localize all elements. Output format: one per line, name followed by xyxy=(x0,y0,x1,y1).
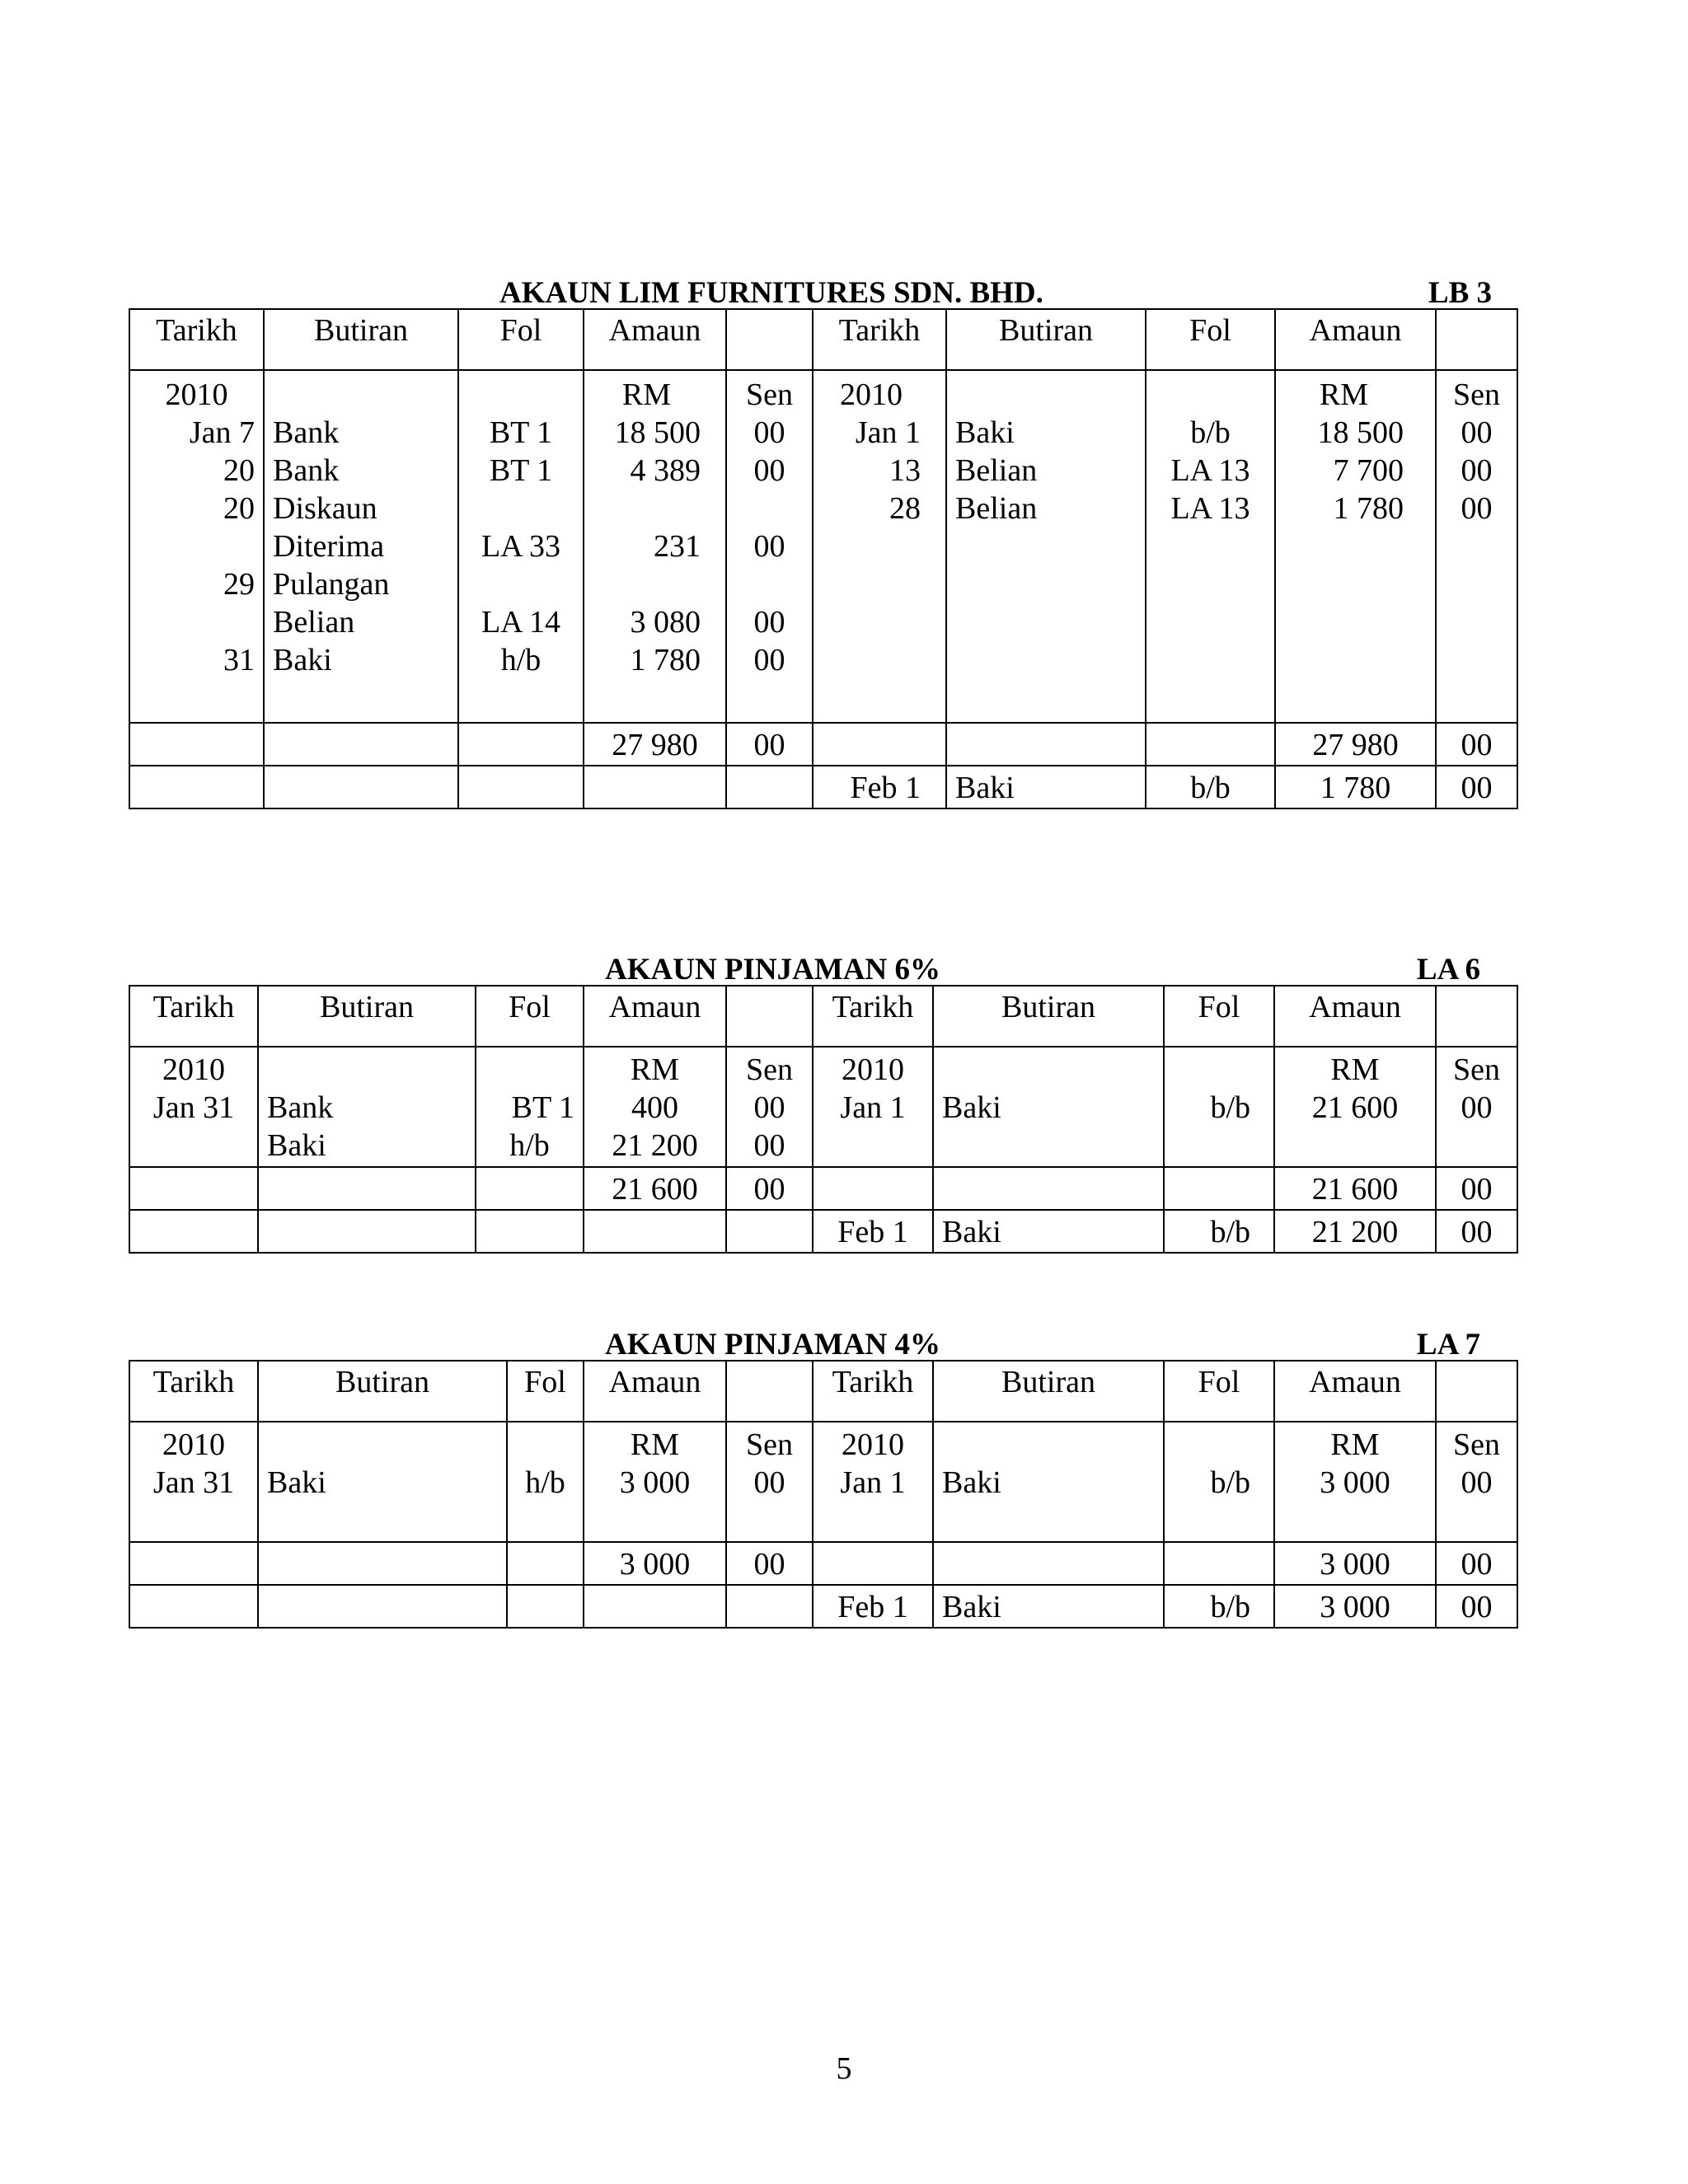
credit-sen-cell xyxy=(1436,1047,1517,1167)
entry-line xyxy=(267,1426,498,1464)
header-amaun: Amaun xyxy=(584,986,726,1047)
entry-line xyxy=(516,1426,574,1464)
credit-butiran-cell xyxy=(946,370,1146,723)
bd-tarikh: Feb 1 xyxy=(813,1585,933,1628)
entry-line xyxy=(593,565,701,603)
header-butiran: Butiran xyxy=(264,309,458,370)
credit-total-sen: 00 xyxy=(1436,1542,1517,1585)
entry-line: RM xyxy=(1319,377,1369,412)
entry-line: RM xyxy=(630,1052,680,1087)
entry-line xyxy=(467,565,574,603)
entry-line: h/b xyxy=(509,1128,550,1163)
entry-line: Sen xyxy=(1453,377,1500,412)
debit-rm-cell xyxy=(584,370,726,723)
entry-line: 231 xyxy=(654,529,701,564)
bd-butiran: Baki xyxy=(933,1210,1164,1253)
entry-line xyxy=(485,1051,574,1089)
header-amaun: Amaun xyxy=(584,309,726,370)
debit-total-rm: 21 600 xyxy=(584,1167,726,1210)
bd-tarikh: Feb 1 xyxy=(813,766,946,808)
entry-line: 00 xyxy=(753,453,785,488)
entry-line: 00 xyxy=(753,1128,785,1163)
entry-line: 00 xyxy=(753,415,785,450)
entry-line: 1 780 xyxy=(630,643,701,677)
entry-line: Sen xyxy=(1453,1052,1500,1087)
header-amaun: Amaun xyxy=(1274,986,1436,1047)
bd-sen: 00 xyxy=(1436,1210,1517,1253)
bd-fol: b/b xyxy=(1164,1210,1274,1253)
ledger-pinjaman-4 xyxy=(129,1327,1517,1629)
credit-total-sen: 00 xyxy=(1436,1167,1517,1210)
total-row xyxy=(129,1542,1517,1585)
entry-line: Sen xyxy=(746,1427,793,1462)
entry-line: Baki xyxy=(942,1090,1001,1125)
ledger-folio: LA 6 xyxy=(1416,953,1480,987)
bd-rm: 21 200 xyxy=(1274,1210,1436,1253)
entry-line: 13 xyxy=(889,453,921,488)
ledger-table xyxy=(129,1360,1518,1629)
debit-total-sen: 00 xyxy=(726,1542,813,1585)
bd-butiran: Baki xyxy=(933,1585,1164,1628)
ledger-table xyxy=(129,985,1518,1254)
entries-row xyxy=(129,370,1517,723)
entry-line: Baki xyxy=(273,643,332,677)
header-fol: Fol xyxy=(476,986,584,1047)
ledger-title-line xyxy=(129,1327,1517,1360)
bd-rm: 3 000 xyxy=(1274,1585,1436,1628)
page-number: 5 xyxy=(836,2051,852,2086)
debit-fol-cell xyxy=(458,370,584,723)
entries-row xyxy=(129,1422,1517,1542)
entry-line: 2010 xyxy=(842,1427,904,1462)
balance-brought-down-row xyxy=(129,1210,1517,1253)
entry-line: Bank xyxy=(273,453,340,488)
debit-sen-cell xyxy=(726,370,813,723)
entry-line: Sen xyxy=(1453,1427,1500,1462)
credit-fol-cell xyxy=(1164,1422,1274,1542)
entry-line: 00 xyxy=(753,605,785,640)
ledger-table xyxy=(129,308,1518,809)
header-butiran: Butiran xyxy=(258,986,476,1047)
entry-line: Jan 31 xyxy=(152,1090,235,1125)
entry-line: Jan 31 xyxy=(152,1465,235,1500)
header-tarikh: Tarikh xyxy=(129,309,264,370)
entry-line: RM xyxy=(630,1427,680,1462)
debit-butiran-cell xyxy=(258,1047,476,1167)
entry-line: b/b xyxy=(1190,415,1231,450)
entry-line xyxy=(942,1051,1155,1089)
debit-butiran-cell xyxy=(264,370,458,723)
debit-fol-cell xyxy=(507,1422,584,1542)
credit-tarikh-cell xyxy=(813,1422,933,1542)
entry-line xyxy=(273,376,449,414)
entry-line xyxy=(467,376,574,414)
total-row xyxy=(129,723,1517,766)
entry-line: Sen xyxy=(746,1052,793,1087)
credit-tarikh-cell xyxy=(813,1047,933,1167)
entry-line xyxy=(955,376,1137,414)
credit-total-rm: 3 000 xyxy=(1274,1542,1436,1585)
entry-line: 00 xyxy=(1461,1090,1493,1125)
entry-line: Sen xyxy=(746,377,793,412)
entry-line: b/b xyxy=(1210,1465,1250,1500)
entry-line: Baki xyxy=(942,1465,1001,1500)
entry-line xyxy=(593,490,701,527)
entry-line: 2010 xyxy=(840,377,903,412)
header-sen xyxy=(726,309,813,370)
entry-line: 1 780 xyxy=(1333,491,1404,526)
balance-brought-down-row xyxy=(129,766,1517,808)
header-amaun: Amaun xyxy=(1275,309,1436,370)
header-row xyxy=(129,986,1517,1047)
debit-rm-cell xyxy=(584,1047,726,1167)
entry-line: 2010 xyxy=(165,377,228,412)
header-sen xyxy=(1436,1361,1517,1422)
ledger-folio: LA 7 xyxy=(1416,1328,1480,1361)
debit-sen-cell xyxy=(726,1047,813,1167)
entry-line: 18 500 xyxy=(1317,415,1404,450)
entry-line: 3 000 xyxy=(1320,1465,1390,1500)
entry-line: 21 200 xyxy=(612,1128,698,1163)
entry-line xyxy=(942,1426,1155,1464)
entry-line: BT 1 xyxy=(489,453,553,488)
entry-line xyxy=(735,490,804,527)
header-amaun: Amaun xyxy=(1274,1361,1436,1422)
header-row xyxy=(129,1361,1517,1422)
ledger-title-line xyxy=(129,275,1517,308)
entry-line: BT 1 xyxy=(489,415,553,450)
entry-line: 400 xyxy=(631,1090,678,1125)
entry-line: Bank xyxy=(267,1090,334,1125)
credit-fol-cell xyxy=(1164,1047,1274,1167)
ledger-title: AKAUN LIM FURNITURES SDN. BHD. xyxy=(499,276,1043,310)
header-fol: Fol xyxy=(1146,309,1275,370)
entry-line: 00 xyxy=(1461,415,1493,450)
entry-line xyxy=(1155,376,1266,414)
entry-line: Belian xyxy=(273,605,355,640)
entry-line: Baki xyxy=(267,1128,326,1163)
entries-row xyxy=(129,1047,1517,1167)
header-tarikh: Tarikh xyxy=(813,309,946,370)
entry-line: 00 xyxy=(753,1465,785,1500)
entry-line: 2010 xyxy=(162,1052,225,1087)
ledger-lim-furnitures xyxy=(129,275,1517,809)
entry-line: 31 xyxy=(223,643,255,677)
debit-tarikh-cell xyxy=(129,1047,258,1167)
debit-butiran-cell xyxy=(258,1422,507,1542)
ledger-title: AKAUN PINJAMAN 4% xyxy=(605,1328,940,1361)
debit-total-rm: 27 980 xyxy=(584,723,726,766)
entry-line: RM xyxy=(621,377,672,412)
credit-butiran-cell xyxy=(933,1422,1164,1542)
entry-line: 00 xyxy=(1461,491,1493,526)
ledger-title: AKAUN PINJAMAN 6% xyxy=(605,953,940,987)
ledger-title-line xyxy=(129,952,1517,985)
debit-fol-cell xyxy=(476,1047,584,1167)
entry-line: 2010 xyxy=(162,1427,225,1462)
entry-line: LA 33 xyxy=(481,529,561,564)
entry-line xyxy=(138,1127,249,1165)
entry-line: RM xyxy=(1330,1427,1380,1462)
entry-line: Jan 1 xyxy=(855,415,921,450)
debit-total-rm: 3 000 xyxy=(584,1542,726,1585)
entry-line xyxy=(138,527,255,565)
bd-rm: 1 780 xyxy=(1275,766,1436,808)
credit-rm-cell xyxy=(1275,370,1436,723)
header-amaun: Amaun xyxy=(584,1361,726,1422)
entry-line: Baki xyxy=(267,1465,326,1500)
entry-line: 20 xyxy=(223,453,255,488)
header-butiran: Butiran xyxy=(933,1361,1164,1422)
header-tarikh: Tarikh xyxy=(813,986,933,1047)
balance-brought-down-row xyxy=(129,1585,1517,1628)
entry-line: LA 13 xyxy=(1170,453,1250,488)
bd-butiran: Baki xyxy=(946,766,1146,808)
bd-sen: 00 xyxy=(1436,1585,1517,1628)
header-butiran: Butiran xyxy=(933,986,1164,1047)
entry-line xyxy=(138,603,255,641)
entry-line: 18 500 xyxy=(614,415,701,450)
debit-rm-cell xyxy=(584,1422,726,1542)
entry-line: Bank xyxy=(273,415,340,450)
debit-tarikh-cell xyxy=(129,1422,258,1542)
header-sen xyxy=(1436,986,1517,1047)
entry-line: BT 1 xyxy=(511,1090,574,1125)
entry-line: Diskaun xyxy=(273,491,377,526)
bd-fol: b/b xyxy=(1164,1585,1274,1628)
debit-total-sen: 00 xyxy=(726,723,813,766)
entry-line: 29 xyxy=(223,567,255,602)
ledger-pinjaman-6 xyxy=(129,952,1517,1254)
header-tarikh: Tarikh xyxy=(813,1361,933,1422)
entry-line: LA 13 xyxy=(1170,491,1250,526)
credit-sen-cell xyxy=(1436,1422,1517,1542)
entry-line: Jan 1 xyxy=(840,1090,906,1125)
entry-line: h/b xyxy=(500,643,542,677)
entry-line: Jan 7 xyxy=(189,415,255,450)
entry-line: 00 xyxy=(753,529,785,564)
entry-line: Baki xyxy=(955,415,1015,450)
header-fol: Fol xyxy=(1164,986,1274,1047)
entry-line: 28 xyxy=(889,491,921,526)
credit-total-rm: 21 600 xyxy=(1274,1167,1436,1210)
entry-line: 20 xyxy=(223,491,255,526)
header-fol: Fol xyxy=(507,1361,584,1422)
entry-line: 3 080 xyxy=(630,605,701,640)
entry-line: Jan 1 xyxy=(840,1465,906,1500)
entry-line: Belian xyxy=(955,453,1038,488)
entry-line xyxy=(1173,1426,1250,1464)
credit-rm-cell xyxy=(1274,1422,1436,1542)
header-fol: Fol xyxy=(458,309,584,370)
credit-tarikh-cell xyxy=(813,370,946,723)
entry-line xyxy=(467,490,574,527)
credit-butiran-cell xyxy=(933,1047,1164,1167)
entry-line: Diterima xyxy=(273,529,385,564)
ledger-folio: LB 3 xyxy=(1428,276,1492,310)
entry-line: Pulangan xyxy=(273,567,390,602)
entry-line: b/b xyxy=(1210,1090,1250,1125)
debit-tarikh-cell xyxy=(129,370,264,723)
header-butiran: Butiran xyxy=(258,1361,507,1422)
entry-line: Belian xyxy=(955,491,1038,526)
header-tarikh: Tarikh xyxy=(129,1361,258,1422)
debit-sen-cell xyxy=(726,1422,813,1542)
entry-line xyxy=(1173,1051,1250,1089)
entry-line: 00 xyxy=(1461,1465,1493,1500)
header-sen xyxy=(1436,309,1517,370)
entry-line: 21 600 xyxy=(1311,1090,1399,1125)
entry-line: 7 700 xyxy=(1333,453,1404,488)
entry-line: 2010 xyxy=(842,1052,904,1087)
entry-line xyxy=(735,565,804,603)
entry-line: LA 14 xyxy=(481,605,561,640)
header-butiran: Butiran xyxy=(946,309,1146,370)
entry-line: RM xyxy=(1330,1052,1380,1087)
credit-total-sen: 00 xyxy=(1436,723,1517,766)
bd-fol: b/b xyxy=(1146,766,1275,808)
entry-line: 00 xyxy=(753,643,785,677)
entry-line: 3 000 xyxy=(619,1465,691,1500)
entry-line xyxy=(267,1051,467,1089)
header-fol: Fol xyxy=(1164,1361,1274,1422)
total-row xyxy=(129,1167,1517,1210)
entry-line: 00 xyxy=(1461,453,1493,488)
header-sen xyxy=(726,986,813,1047)
bd-tarikh: Feb 1 xyxy=(813,1210,933,1253)
entry-line: h/b xyxy=(525,1465,565,1500)
entry-line: 4 389 xyxy=(630,453,701,488)
header-row xyxy=(129,309,1517,370)
credit-total-rm: 27 980 xyxy=(1275,723,1436,766)
debit-total-sen: 00 xyxy=(726,1167,813,1210)
credit-sen-cell xyxy=(1436,370,1517,723)
credit-fol-cell xyxy=(1146,370,1275,723)
header-tarikh: Tarikh xyxy=(129,986,258,1047)
credit-rm-cell xyxy=(1274,1047,1436,1167)
bd-sen: 00 xyxy=(1436,766,1517,808)
entry-line: 00 xyxy=(753,1090,785,1125)
header-sen xyxy=(726,1361,813,1422)
